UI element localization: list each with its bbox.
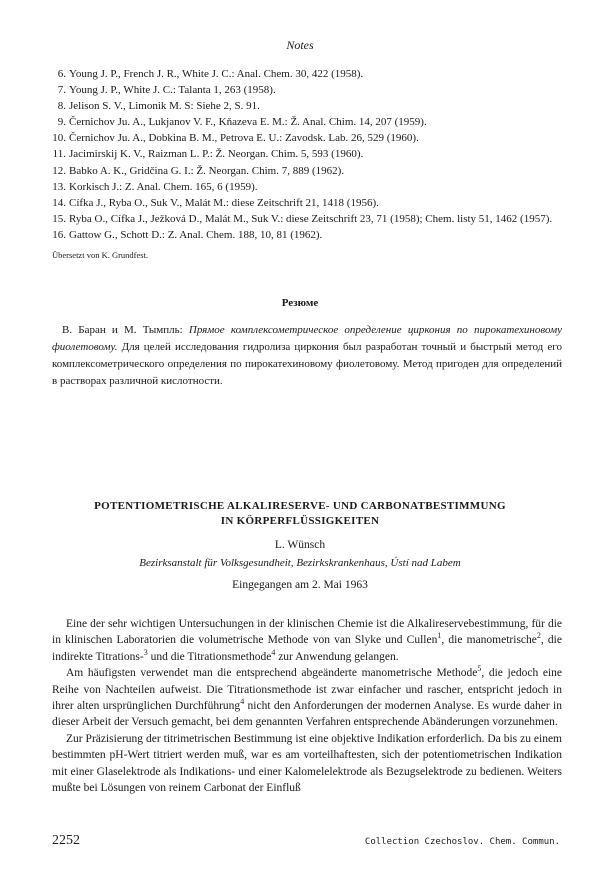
article-body — [52, 616, 562, 796]
received-date: Eingegangen am 2. Mai 1963 — [232, 579, 368, 591]
body-text-run: , die manometrische — [441, 634, 537, 647]
reference-text: Gattow G., Schott D.: Z. Anal. Chem. 188, 10, 81 (1962). — [69, 228, 323, 241]
body-text-run: und die Titrationsmethode — [147, 650, 272, 663]
article-title — [40, 499, 560, 529]
resume-authors: В. Баран и М. Тымпль: — [62, 324, 183, 336]
body-text-run: , die jedoch eine Reihe von Nachteilen aufweist. Die Titrationsmethode ist zwar einfacher und rascher, entspricht jedoch in ihrer alten ursprünglichen Durchführung — [52, 667, 562, 713]
article-affiliation: Bezirksanstalt für Volksgesundheit, Bezirkskrankenhaus, Ústí nad Labem — [139, 557, 461, 569]
resume-text: Для целей исследования гидролиза циркония был разработан точный и быстрый метод его комплексометрического определения по пирокатехиновому фиолетовому. Метод пригоден для определений в растворах различной кислотности. — [52, 341, 562, 387]
translator-note: Übersetzt von K. Grundfest. — [52, 250, 149, 260]
reference-item — [52, 146, 562, 162]
article-title-line: POTENTIOMETRISCHE ALKALIRESERVE- UND CARBONATBESTIMMUNG — [94, 500, 506, 512]
reference-superscript: 4 — [240, 697, 245, 707]
reference-item — [52, 211, 562, 227]
body-text-run: Eine der sehr wichtigen Untersuchungen in der klinischen Chemie ist die Alkalireservebestimmung, für die in klinischen Laboratorien die volumetrische Methode von van Slyke und Cullen — [52, 618, 562, 647]
reference-text: Černichov Ju. A., Lukjanov V. F., Kňazeva E. M.: Ž. Anal. Chim. 14, 207 (1959). — [69, 116, 427, 129]
resume-title: Прямое комплексометрическое определение циркония по пирокатехиновому фиолетовому. — [52, 324, 562, 353]
body-paragraph: Zur Präzisierung der titrimetrischen Bestimmung ist eine objektive Indikation erforderlich. Da bis zu einem bestimmten pH-Wert titriert werden muß, war es am vorteilhaftesten, sich der potentiometrischen Indikation mit einer Glaselektrode als Indikations- und einer Kalomelelektrode als Bezugselektrode zu bedienen. Weiters mußte bei Lösungen von reinem Carbonat der Einfluß — [52, 732, 562, 795]
reference-superscript: 5 — [477, 664, 482, 674]
reference-text: Korkisch J.: Z. Anal. Chem. 165, 6 (1959). — [69, 180, 258, 193]
article-author: L. Wünsch — [274, 539, 326, 551]
reference-item — [52, 98, 562, 114]
reference-text: Jelison S. V., Limonik M. S: Siehe 2, S. 91. — [69, 100, 260, 113]
resume-paragraph — [52, 322, 562, 390]
reference-text: Ryba O., Cífka J., Ježková D., Malát M., Suk V.: diese Zeitschrift 23, 71 (1958); Chem. listy 51, 1462 (1957). — [69, 212, 553, 225]
body-text-run: nicht den Anforderungen der modernen Analyse. Es wurde daher in dieser Arbeit der Versuch gemacht, bei dem genannten Verfahren entsprechende Abänderungen vorzunehmen. — [52, 700, 562, 729]
reference-text: Černichov Ju. A., Dobkina B. M., Petrova E. U.: Zavodsk. Lab. 26, 529 (1960). — [69, 132, 419, 145]
reference-number: 16. — [52, 228, 66, 241]
reference-text: Young J. P., French J. R., White J. C.: Anal. Chem. 30, 422 (1958). — [69, 68, 364, 80]
page-number: 2252 — [52, 833, 80, 848]
reference-number: 11. — [52, 148, 66, 161]
reference-number: 10. — [52, 132, 66, 145]
reference-text: Cífka J., Ryba O., Suk V., Malát M.: diese Zeitschrift 21, 1418 (1956). — [69, 196, 379, 209]
body-text-run: Am häufigsten verwendet man die entsprechend abgeänderte manometrische Methode — [66, 667, 478, 680]
reference-item — [52, 130, 562, 146]
article-title-line: IN KÖRPERFLÜSSIGKEITEN — [220, 515, 380, 527]
reference-number: 7. — [57, 84, 66, 97]
resume-heading: Резюме — [281, 297, 319, 309]
reference-item — [52, 163, 562, 179]
reference-item — [52, 66, 562, 82]
body-paragraph — [52, 616, 562, 665]
reference-text: Jacimirskij K. V., Raizman L. P.: Ž. Neorgan. Chim. 5, 593 (1960). — [69, 148, 364, 161]
reference-text: Babko A. K., Gridčina G. I.: Ž. Neorgan. Chim. 7, 889 (1962). — [69, 164, 345, 177]
reference-text: Young J. P., White J. C.: Talanta 1, 263 (1958). — [69, 84, 276, 97]
reference-item — [52, 82, 562, 98]
body-paragraph — [52, 665, 562, 731]
reference-superscript: 4 — [271, 647, 276, 657]
reference-item — [52, 195, 562, 211]
reference-superscript: 2 — [536, 631, 541, 641]
reference-number: 14. — [52, 196, 66, 209]
reference-superscript: 1 — [437, 631, 442, 641]
running-head: Notes — [286, 38, 314, 52]
body-text-run: zur Anwendung gelangen. — [275, 650, 399, 663]
journal-footer: Collection Czechoslov. Chem. Commun. — [364, 837, 560, 847]
reference-item — [52, 114, 562, 130]
reference-number: 12. — [52, 164, 66, 177]
reference-number: 9. — [57, 116, 66, 129]
reference-list — [52, 66, 562, 243]
reference-item — [52, 227, 562, 243]
body-text-run: , die indirekte Titrations- — [52, 634, 562, 663]
reference-number: 6. — [57, 68, 66, 80]
reference-number: 15. — [52, 212, 66, 225]
reference-number: 8. — [57, 100, 66, 113]
reference-item — [52, 179, 562, 195]
reference-number: 13. — [52, 180, 66, 193]
reference-superscript: 3 — [143, 647, 148, 657]
